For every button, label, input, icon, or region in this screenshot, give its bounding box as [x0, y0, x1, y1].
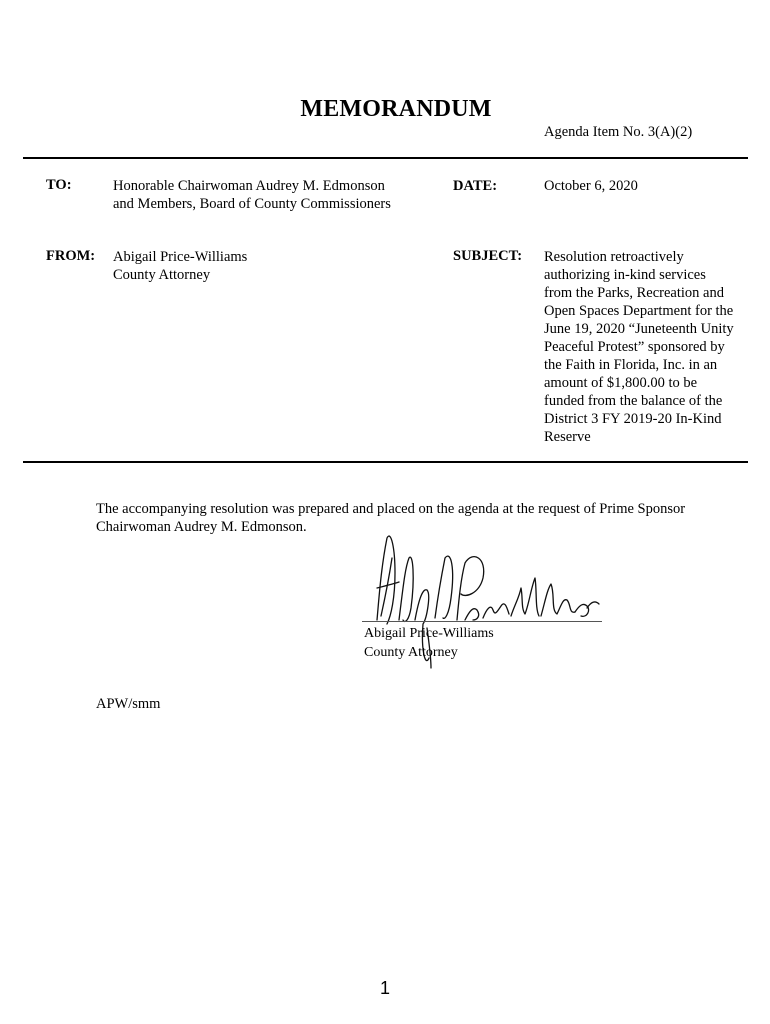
subject-line: Reserve	[544, 429, 591, 445]
date-label	[453, 177, 497, 195]
from-sender	[113, 248, 247, 284]
body-line-1: The accompanying resolution was prepared and placed on the agenda at the request of Prime Sponsor	[96, 501, 686, 517]
subject-line: Resolution retroactively	[544, 249, 684, 265]
subject-line: from the Parks, Recreation and	[544, 285, 724, 301]
memo-title: MEMORANDUM	[300, 96, 492, 122]
to-line-2: and Members, Board of County Commissioners	[113, 196, 391, 212]
date-value: October 6, 2020	[544, 178, 638, 194]
body-line-2: Chairwoman Audrey M. Edmonson.	[96, 519, 307, 535]
to-label: TO:	[46, 177, 72, 193]
date-label-text: DATE:	[453, 178, 498, 194]
signature-block	[364, 624, 494, 662]
signature-line	[362, 621, 602, 622]
from-line-2: County Attorney	[113, 267, 211, 283]
subject-text	[544, 248, 754, 446]
subject-line: Open Spaces Department for the	[544, 303, 734, 319]
signer-name: Abigail Price-Williams	[364, 626, 494, 641]
subject-line: June 19, 2020 “Juneteenth Unity	[544, 321, 734, 337]
top-divider	[23, 157, 748, 159]
subject-line: Peaceful Protest” sponsored by	[544, 339, 725, 355]
subject-label: SUBJECT:	[453, 248, 523, 264]
header-bottom-divider	[23, 461, 748, 463]
signer-title: County Attorney	[364, 645, 458, 660]
typist-initials: APW/smm	[96, 696, 161, 712]
subject-line: District 3 FY 2019-20 In-Kind	[544, 411, 722, 427]
from-label: FROM:	[46, 248, 96, 264]
subject-line: funded from the balance of the	[544, 393, 723, 409]
agenda-item-number: Agenda Item No. 3(A)(2)	[544, 124, 693, 140]
page-number: 1	[379, 978, 390, 998]
subject-line: the Faith in Florida, Inc. in an	[544, 357, 718, 373]
to-recipient	[113, 177, 391, 213]
subject-line: authorizing in-kind services	[544, 267, 706, 283]
subject-line: amount of $1,800.00 to be	[544, 375, 698, 391]
to-line-1: Honorable Chairwoman Audrey M. Edmonson	[113, 178, 385, 194]
from-line-1: Abigail Price-Williams	[113, 249, 248, 265]
